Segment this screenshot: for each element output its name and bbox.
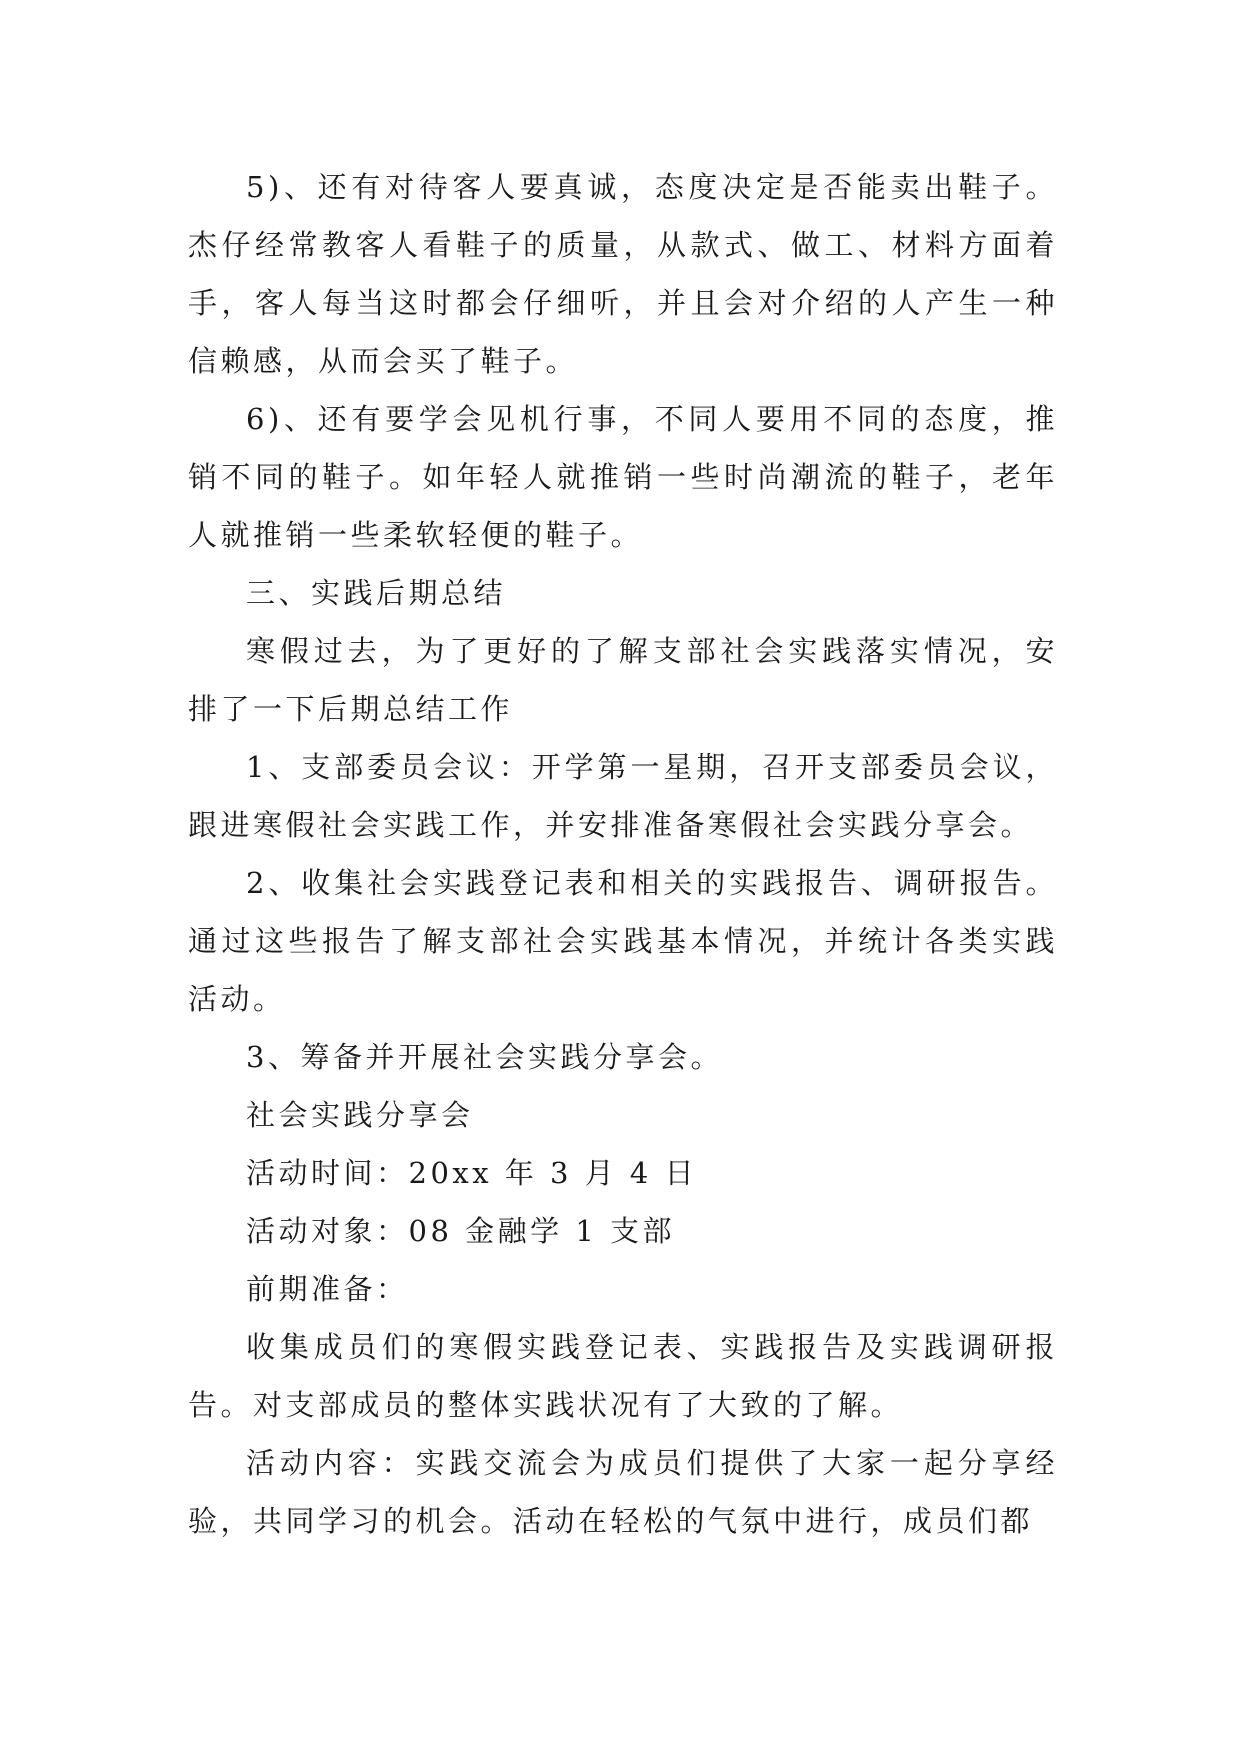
event-content-text: 活动内容：实践交流会为成员们提供了大家一起分享经验，共同学习的机会。活动在轻松的气氛中进行，成员们都: [188, 1446, 1058, 1538]
event-audience: 活动对象：08 金融学 1 支部: [246, 1214, 676, 1248]
paragraph-item-2: 2、收集社会实践登记表和相关的实践报告、调研报告。通过这些报告了解支部社会实践基本情况，并统计各类实践活动。: [188, 866, 1058, 1016]
paragraph-item-3: 3、筹备并开展社会实践分享会。: [246, 1040, 723, 1074]
event-preparation-label: 前期准备：: [246, 1272, 409, 1306]
paragraph-tip-6: 6)、还有要学会见机行事，不同人要用不同的态度，推销不同的鞋子。如年轻人就推销一些时尚潮流的鞋子，老年人就推销一些柔软轻便的鞋子。: [188, 402, 1058, 552]
section-heading-summary: 三、实践后期总结: [246, 576, 507, 610]
paragraph-summary-intro: 寒假过去，为了更好的了解支部社会实践落实情况，安排了一下后期总结工作: [188, 634, 1058, 726]
event-title: 社会实践分享会: [246, 1098, 474, 1132]
event-preparation-text: 收集成员们的寒假实践登记表、实践报告及实践调研报告。对支部成员的整体实践状况有了大致的了解。: [188, 1330, 1058, 1422]
paragraph-item-1: 1、支部委员会议：开学第一星期，召开支部委员会议，跟进寒假社会实践工作，并安排准备寒假社会实践分享会。: [188, 750, 1058, 842]
paragraph-tip-5: 5)、还有对待客人要真诚，态度决定是否能卖出鞋子。杰仔经常教客人看鞋子的质量，从款式、做工、材料方面着手，客人每当这时都会仔细听，并且会对介绍的人产生一种信赖感，从而会买了鞋子。: [188, 170, 1058, 378]
document-body: [188, 158, 1058, 1550]
event-time: 活动时间：20xx 年 3 月 4 日: [246, 1156, 698, 1190]
